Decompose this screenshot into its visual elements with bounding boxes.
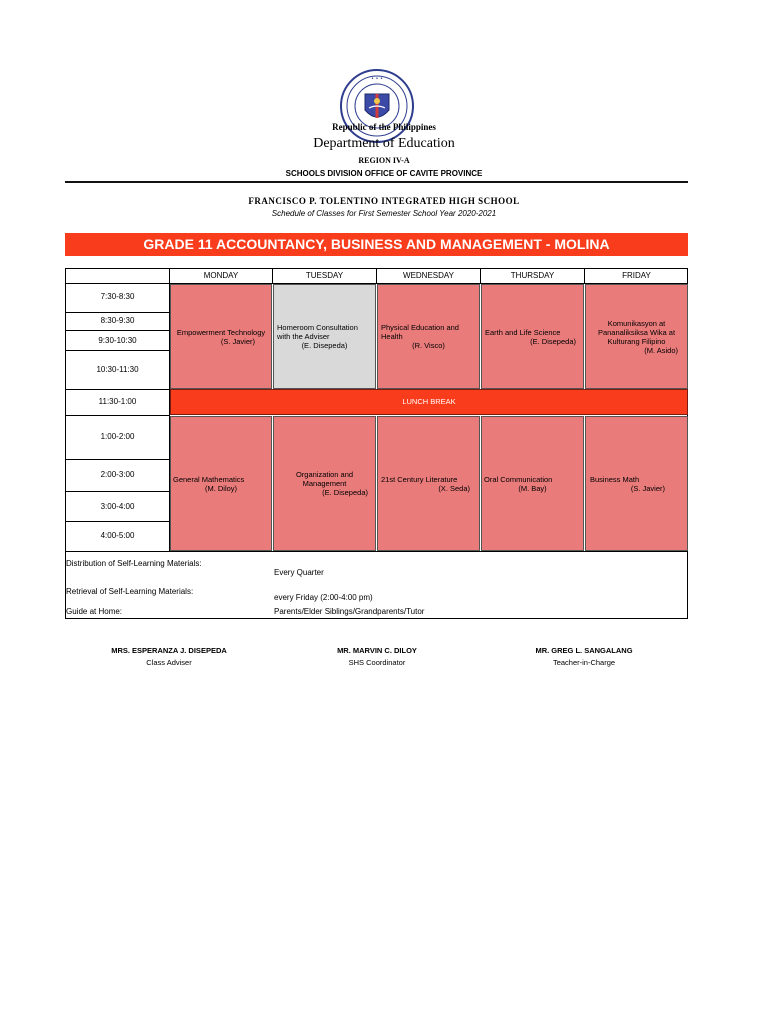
retrieval-value: every Friday (2:00-4:00 pm) — [274, 593, 373, 602]
signatory-adviser — [79, 646, 259, 667]
deped-seal-logo — [339, 68, 415, 144]
schedule-title: Schedule of Classes for First Semester School Year 2020-2021 — [271, 209, 497, 218]
class-block-tuesday-pm — [273, 416, 376, 551]
teacher-name: (R. Visco) — [412, 341, 445, 350]
subject-name: Business Math — [590, 474, 640, 484]
header-divider — [65, 181, 688, 183]
class-block-monday-pm — [170, 416, 272, 551]
section-banner: GRADE 11 ACCOUNTANCY, BUSINESS AND MANAGEMENT - MOLINA — [65, 233, 688, 256]
time-slot: 9:30-10:30 — [98, 336, 137, 345]
day-header-friday: FRIDAY — [622, 271, 651, 280]
signatory-role: Class Adviser — [146, 658, 192, 667]
teacher-name: (M. Bay) — [518, 483, 547, 493]
time-slot: 2:00-3:00 — [100, 470, 135, 479]
republic-line: Republic of the Philippines — [332, 122, 436, 132]
teacher-name: (X. Seda) — [438, 483, 470, 493]
signatory-role: SHS Coordinator — [348, 658, 406, 667]
svg-text:• • •: • • • — [370, 76, 384, 82]
guide-value: Parents/Elder Siblings/Grandparents/Tutor — [274, 607, 425, 616]
class-block-friday-am — [585, 284, 688, 389]
day-header-monday: MONDAY — [203, 271, 239, 280]
class-block-wednesday-pm — [377, 416, 480, 551]
signatory-role: Teacher-in-Charge — [552, 658, 616, 667]
grid-line — [65, 491, 170, 492]
subject-name: Physical Education and Health — [381, 323, 459, 341]
time-slot: 3:00-4:00 — [100, 502, 135, 511]
day-header-tuesday: TUESDAY — [305, 271, 344, 280]
lunch-break-bar: LUNCH BREAK — [170, 389, 688, 415]
subject-name: Organization and Management — [295, 470, 354, 488]
signatory-coordinator — [287, 646, 467, 667]
class-block-wednesday-am — [377, 284, 480, 389]
subject-name: Empowerment Technology — [176, 327, 266, 337]
department-title: Department of Education — [313, 136, 455, 151]
time-slot: 7:30-8:30 — [100, 292, 135, 301]
teacher-name: (M. Diloy) — [204, 483, 238, 493]
teacher-name: (M. Asido) — [644, 345, 678, 355]
grid-line — [65, 350, 170, 351]
teacher-name: (S. Javier) — [630, 483, 665, 493]
signatory-name: MR. MARVIN C. DILOY — [337, 646, 417, 655]
distribution-label: Distribution of Self-Learning Materials: — [66, 559, 202, 568]
subject-name: 21st Century Literature — [381, 474, 458, 484]
grid-line — [65, 415, 170, 416]
time-slot: 1:00-2:00 — [100, 432, 135, 441]
time-slot: 8:30-9:30 — [100, 316, 135, 325]
signatory-name: MRS. ESPERANZA J. DISEPEDA — [111, 646, 227, 655]
division-line: SCHOOLS DIVISION OFFICE OF CAVITE PROVINCE — [285, 169, 483, 178]
subject-name: Oral Communication — [484, 474, 553, 484]
subject-name: Earth and Life Science — [485, 327, 561, 337]
grid-line — [65, 330, 170, 331]
signatory-teacher-in-charge — [494, 646, 674, 667]
teacher-name: (S. Javier) — [220, 336, 255, 346]
teacher-name: (E. Disepeda) — [301, 341, 348, 350]
class-block-monday-am — [170, 284, 272, 389]
class-block-thursday-pm — [481, 416, 584, 551]
time-slot: 10:30-11:30 — [96, 365, 139, 374]
class-block-thursday-am — [481, 284, 584, 389]
class-block-tuesday-am — [273, 284, 376, 389]
time-slot: 4:00-5:00 — [100, 531, 135, 540]
signatory-name: MR. GREG L. SANGALANG — [535, 646, 633, 655]
guide-label: Guide at Home: — [66, 607, 123, 616]
grid-line — [65, 459, 170, 460]
retrieval-label: Retrieval of Self-Learning Materials: — [66, 587, 194, 596]
distribution-value: Every Quarter — [274, 568, 324, 577]
teacher-name: (E. Disepeda) — [322, 488, 368, 497]
grid-line — [65, 389, 170, 390]
grid-line — [65, 312, 170, 313]
day-header-wednesday: WEDNESDAY — [403, 271, 454, 280]
region-line: REGION IV-A — [358, 156, 410, 165]
class-block-friday-pm — [585, 416, 688, 551]
teacher-name: (E. Disepeda) — [530, 336, 576, 346]
grid-line — [65, 521, 170, 522]
subject-name: Komunikasyon at Pananaliksiksa Wika at Kulturang Filipino — [597, 318, 676, 346]
school-name: FRANCISCO P. TOLENTINO INTEGRATED HIGH SCHOOL — [248, 196, 520, 206]
subject-name: Homeroom Consultation with the Adviser — [277, 323, 358, 341]
day-header-thursday: THURSDAY — [510, 271, 555, 280]
time-slot: 11:30-1:00 — [98, 397, 137, 406]
subject-name: General Mathematics — [173, 474, 245, 484]
